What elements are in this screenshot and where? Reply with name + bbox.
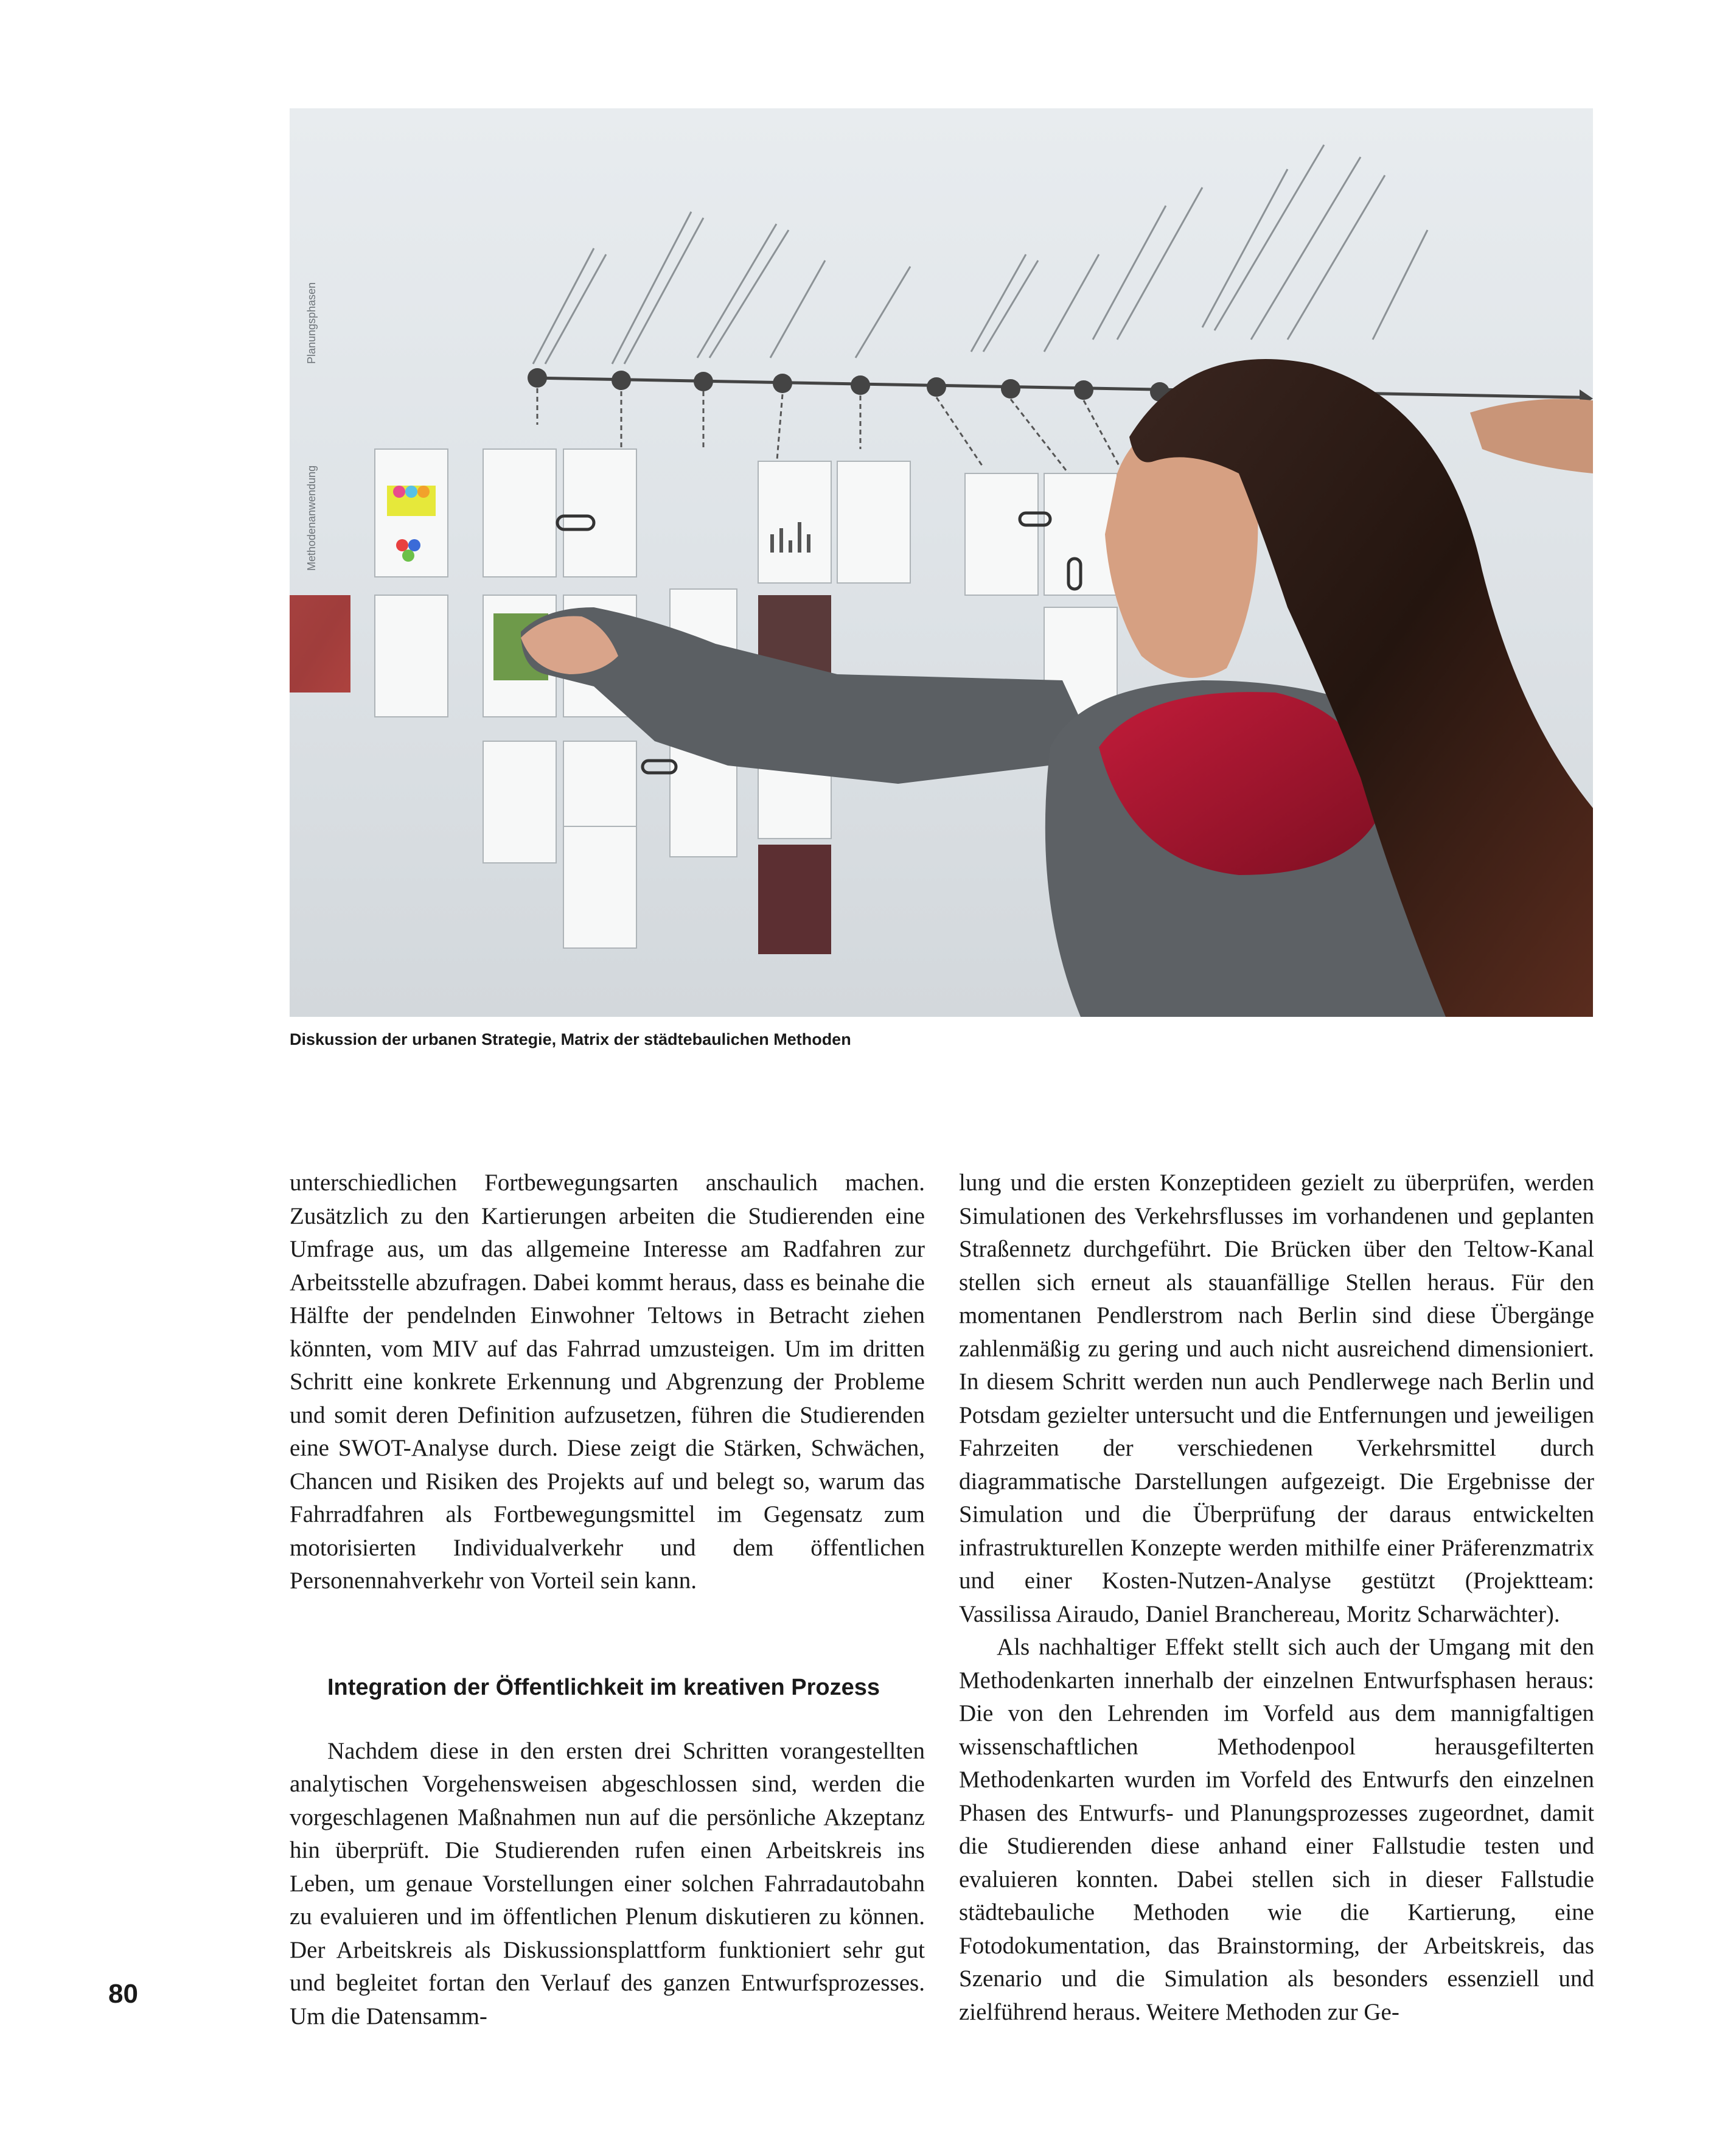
- section-heading: Integration der Öffentlichkeit im kreativen Prozess: [327, 1674, 880, 1700]
- left-paragraph-2: Nachdem diese in den ersten drei Schritten vorangestellten analytischen Vorgehensweisen abgeschlossen sind, werden die vorgeschlagenen Maßnahmen nun auf die persönliche Akzeptanz hin überprüft. Die Studierenden rufen einen Arbeitskreis ins Leben, um genaue Vorstellungen einer solchen Fahrradautobahn zu evaluieren und im öffentlichen Plenum diskutieren zu können. Der Arbeitskreis als Diskussionsplattform funktioniert sehr gut und begleitet fortan den Verlauf des ganzen Entwurfsprozesses. Um die Datensamm-: [290, 1737, 925, 2029]
- figure-caption: Diskussion der urbanen Strategie, Matrix der städtebaulichen Methoden: [290, 1030, 851, 1048]
- figure-photo: [290, 108, 1593, 1017]
- right-paragraph-1: lung und die ersten Konzeptideen gezielt zu überprüfen, werden Simulationen des Verkehrsflusses im vorhandenen und geplanten Straßennetz durchgeführt. Die Brücken über den Teltow-Kanal stellen sich erneut als stauanfällige Stellen heraus. Für den momentanen Pendlerstrom nach Berlin sind diese Übergänge zahlenmäßig zu gering und auch nicht ausreichend dimensioniert. In diesem Schritt werden nun auch Pendlerwege nach Berlin und Potsdam gezielter untersucht und die Entfernungen und jeweiligen Fahrzeiten der verschiedenen Verkehrsmittel durch diagrammatische Darstellungen aufgezeigt. Die Ergebnisse der Simulation und die Überprüfung der daraus entwickelten infrastrukturellen Konzepte werden mithilfe einer Präferenzmatrix und einer Kosten-Nutzen-Analyse gestützt (Projektteam: Vassilissa Airaudo, Daniel Branchereau, Moritz Scharwächter).: [959, 1170, 1594, 1627]
- timeline: [528, 368, 1593, 406]
- wall-label-methods: Methodenanwendung: [305, 465, 318, 571]
- page-number: 80: [108, 1979, 138, 2009]
- wall-label-planning: Planungsphasen: [305, 282, 318, 364]
- photo-illustration: [290, 108, 1593, 1017]
- phase-labels: [533, 145, 1427, 364]
- right-paragraph-2: Als nachhaltiger Effekt stellt sich auch der Umgang mit den Methodenkarten innerhalb der einzelnen Entwurfsphasen heraus: Die von den Lehrenden im Vorfeld aus dem mannigfaltigen wissenschaftlichen Methodenpool herausgefilterten Methodenkarten wurden im Vorfeld des Entwurfs den einzelnen Phasen des Entwurfs- und Planungsprozesses zugeordnet, damit die Studierenden diese anhand einer Fallstudie testen und evaluieren konnten. Dabei stellen sich in dieser Fallstudie städtebauliche Methoden wie die Kartierung, eine Fotodokumentation, das Brainstorming, der Arbeitskreis, das Szenario und die Simulation als besonders essenziell und zielführend heraus. Weitere Methoden zur Ge-: [959, 1634, 1594, 2025]
- left-paragraph-1: unterschiedlichen Fortbewegungsarten anschaulich machen. Zusätzlich zu den Kartierungen arbeiten die Studierenden eine Umfrage aus, um das allgemeine Interesse am Radfahren zur Arbeitsstelle abzufragen. Dabei kommt heraus, dass es beinahe die Hälfte der pendelnden Einwohner Teltows in Betracht ziehen könnten, vom MIV auf das Fahrrad umzusteigen. Um im dritten Schritt eine konkrete Erkennung und Abgrenzung der Probleme und somit deren Definition aufzusetzen, führen die Studierenden eine SWOT-Analyse durch. Diese zeigt die Stärken, Schwächen, Chancen und Risiken des Projekts auf und belegt so, warum das Fahrradfahren als Fortbewegungsmittel im Gegensatz zum motorisierten Individualverkehr und dem öffentlichen Personennahverkehr von Vorteil sein kann.: [290, 1170, 925, 1594]
- text-column-left: [290, 1167, 925, 2033]
- text-column-right: [959, 1167, 1594, 2029]
- person: [1045, 359, 1593, 1017]
